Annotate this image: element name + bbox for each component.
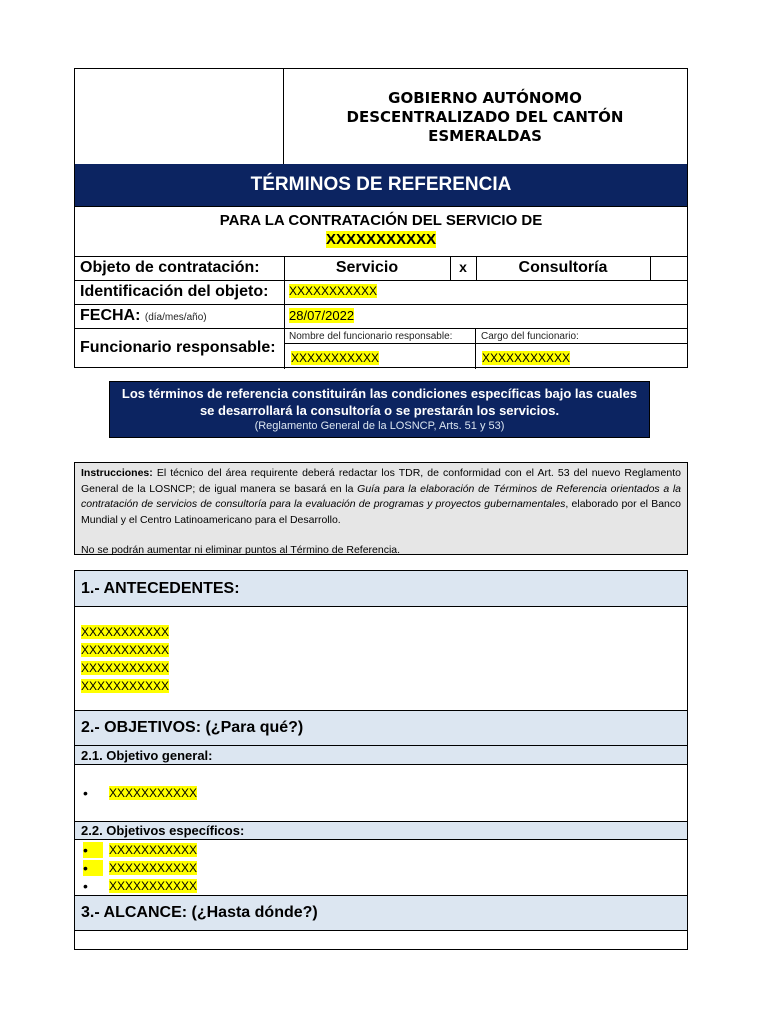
bullet-icon: • [83,785,88,801]
list-item: • XXXXXXXXXXX [75,877,687,895]
func-cargo-value: XXXXXXXXXXX [482,351,571,365]
subtitle: PARA LA CONTRATACIÓN DEL SERVICIO DE [219,212,543,229]
title-band [75,164,687,206]
fecha-field[interactable] [289,307,354,325]
antecedentes-body[interactable] [81,623,681,695]
antecedentes-line: XXXXXXXXXXX [81,625,170,639]
alcance-body[interactable] [75,931,687,949]
fecha-value: 28/07/2022 [289,308,355,323]
func-name-hint: Nombre del funcionario responsable: [289,331,453,342]
fecha-label: FECHA: [80,307,141,324]
ident-value: XXXXXXXXXXX [289,284,378,298]
notice-line-2: se desarrollará la consultoría o se prestarán los servicios. [199,403,560,418]
notice-line-1: Los términos de referencia constituirán las condiciones específicas bajo las cuales [121,386,638,401]
servicio-label: Servicio [335,259,399,276]
obj-especificos-heading: 2.2. Objetivos específicos: [75,821,687,840]
instructions-paragraph: Instrucciones: El técnico del área requirente deberá redactar los TDR, de conformidad con el Art. 53 del nuevo Reglamento General de la LOSNCP; de igual manera se basará en la Guía para la elaboración de Términos de Referencia orientados a la contratación de servicios de consultoría para la evaluación de programas y proyectos gubernamentales, elaborado por el Banco Mundial y el Centro Latinoamericano para el Desarrollo. [81,467,682,526]
antecedentes-line: XXXXXXXXXXX [81,679,170,693]
antecedentes-line: XXXXXXXXXXX [81,661,170,675]
instructions-label: Instrucciones: [81,467,153,479]
fecha-hint: (día/mes/año) [144,312,207,323]
instructions-box [74,462,688,555]
header-table [74,68,688,368]
notice-line-3: (Reglamento General de la LOSNCP, Arts. 51 y 53) [254,420,505,432]
bullet-icon: • [83,878,88,894]
obj-general-body[interactable] [75,784,687,802]
row-fecha [75,304,687,328]
obj-especificos-body[interactable] [75,841,687,895]
band-title: TÉRMINOS DE REFERENCIA [250,174,512,195]
func-name-field[interactable] [291,349,379,367]
bullet-icon: • [83,842,103,858]
bullet-icon: • [83,860,103,876]
alcance-heading: 3.- ALCANCE: (¿Hasta dónde?) [75,895,687,931]
row-objeto [75,256,687,280]
instructions-note: No se podrán aumentar ni eliminar puntos al Término de Referencia. [81,544,401,556]
objetivos-heading: 2.- OBJETIVOS: (¿Para qué?) [75,710,687,746]
func-label: Funcionario responsable: [80,339,276,356]
antecedentes-line: XXXXXXXXXXX [81,643,170,657]
servicio-checkbox[interactable]: x [459,259,467,275]
sections-table [74,570,688,950]
subtitle-cell [75,206,687,256]
org-title: GOBIERNO AUTÓNOMO DESCENTRALIZADO DEL CANTÓN ESMERALDAS [346,89,624,145]
list-item: • XXXXXXXXXXX [83,860,198,876]
objeto-label: Objeto de contratación: [80,259,260,276]
func-cargo-field[interactable] [482,349,570,367]
list-item: • XXXXXXXXXXX [83,842,198,858]
ident-field[interactable] [289,282,377,300]
func-name-value: XXXXXXXXXXX [291,351,380,365]
list-item: • XXXXXXXXXXX [75,784,687,802]
ident-label: Identificación del objeto: [80,283,269,300]
notice-box [109,381,650,438]
logo-cell [75,69,284,164]
consultoria-checkbox[interactable] [651,259,687,279]
func-cargo-hint: Cargo del funcionario: [481,331,579,342]
row-funcionario [75,328,687,369]
consultoria-label: Consultoría [518,259,608,276]
antecedentes-heading: 1.- ANTECEDENTES: [75,571,687,607]
row-identificacion [75,280,687,304]
subtitle-value: XXXXXXXXXXX [325,231,437,248]
obj-general-heading: 2.1. Objetivo general: [75,746,687,765]
